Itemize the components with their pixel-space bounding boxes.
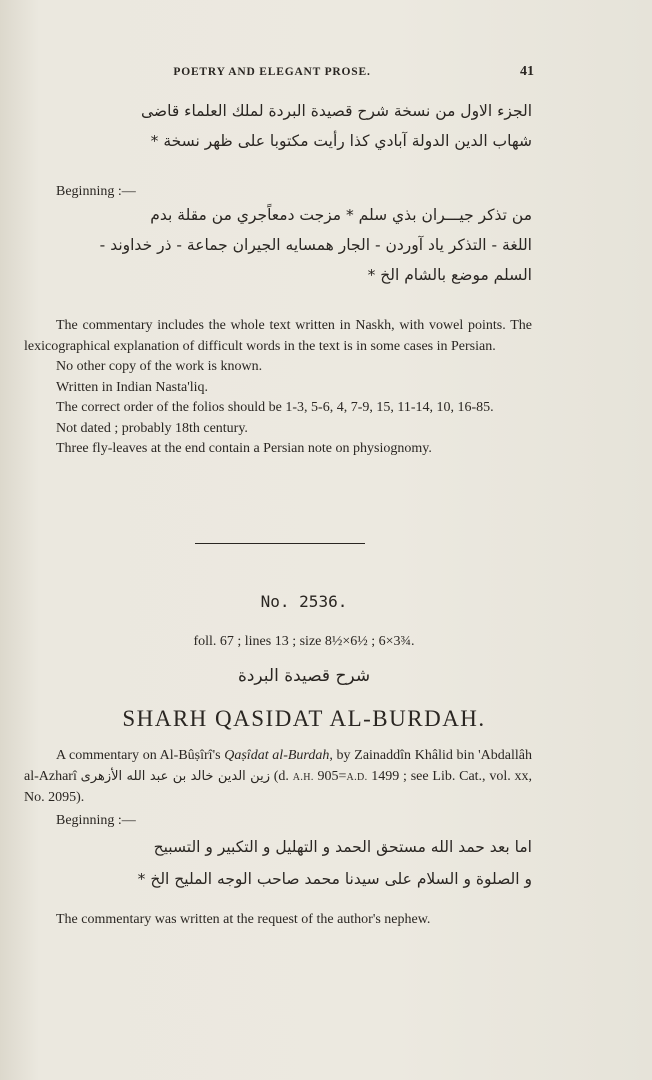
arabic-beginning-block <box>24 200 532 290</box>
section-divider <box>195 543 365 544</box>
entry-number: No. 2536. <box>260 592 348 611</box>
entry-title: SHARH QASIDAT AL-BURDAH. <box>122 706 486 731</box>
arabic-title: شرح قصيدة البردة <box>237 666 371 686</box>
running-head: POETRY AND ELEGANT PROSE. <box>173 66 371 78</box>
entry-arabic-beginning <box>24 832 532 896</box>
beginning-label: Beginning :— <box>56 812 136 828</box>
desc-text: , by Zainaddîn Khâlid bin 'Abdallâh al-Azharî <box>24 748 532 784</box>
arabic-line: من تذكر جيـــران بذي سلم * مزجت دمعاًجري من مقلة بدم <box>150 206 532 224</box>
flyleaves-note: Three fly-leaves at the end contain a Persian note on physiognomy. <box>56 441 432 456</box>
desc-text: (d. <box>269 768 293 784</box>
desc-ah: A.H. <box>292 771 314 783</box>
desc-ad: A.D. <box>346 771 368 783</box>
desc-text: 1499 ; see Lib. Cat., vol. xx, No. 2095). <box>24 768 533 805</box>
copy-note: No other copy of the work is known. <box>56 359 263 374</box>
arabic-line: و الصلوة و السلام على سيدنا محمد صاحب الوجه المليح الخ * <box>137 870 532 888</box>
arabic-line: شهاب الدين الدولة آبادي كذا رأيت مكتوبا على ظهر نسخة * <box>150 132 532 150</box>
date-note: Not dated ; probably 18th century. <box>56 420 248 436</box>
commentary-paragraph: The commentary includes the whole text written in Naskh, with vowel points. The lexicographical explanation of difficult words in the text is in some cases in Persian. <box>24 318 532 354</box>
folio-details: foll. 67 ; lines 13 ; size 8½×6½ ; 6×3¾. <box>193 634 415 649</box>
desc-arabic-name: زين الدين خالد بن عبد الله الأزهرى <box>80 768 270 784</box>
page-header <box>24 64 534 80</box>
closing-note: The commentary was written at the request of the author's nephew. <box>56 912 431 927</box>
arabic-line: السلم موضع بالشام الخ * <box>367 266 532 284</box>
arabic-line: اما بعد حمد الله مستحق الحمد و التهليل و التكبير و التسبيح <box>153 838 532 856</box>
script-note: Written in Indian Nasta'liq. <box>56 379 209 395</box>
arabic-colophon-block <box>24 96 532 156</box>
description-block <box>24 316 532 460</box>
desc-text: A commentary on Al-Bûṣîrî's <box>56 748 225 763</box>
folio-order-note: The correct order of the folios should be 1-3, 5-6, 4, 7-9, 15, 11-14, 10, 16-85. <box>56 400 494 415</box>
entry-closing <box>24 910 532 931</box>
entry-description <box>24 746 532 831</box>
desc-italic-title: Qaṣîdat al-Burdah <box>224 748 330 763</box>
beginning-label: Beginning :— <box>56 184 136 199</box>
beginning-section <box>24 182 532 202</box>
arabic-line: الجزء الاول من نسخة شرح قصيدة البردة لملك العلماء قاضى <box>141 102 532 120</box>
desc-text: 905= <box>313 768 347 784</box>
entry-description-text <box>24 746 532 809</box>
arabic-line: اللغة - التذكر ياد آوردن - الجار همسايه الجيران جماعة - ذر خداوند - <box>99 236 532 254</box>
page-number: 41 <box>520 64 534 79</box>
